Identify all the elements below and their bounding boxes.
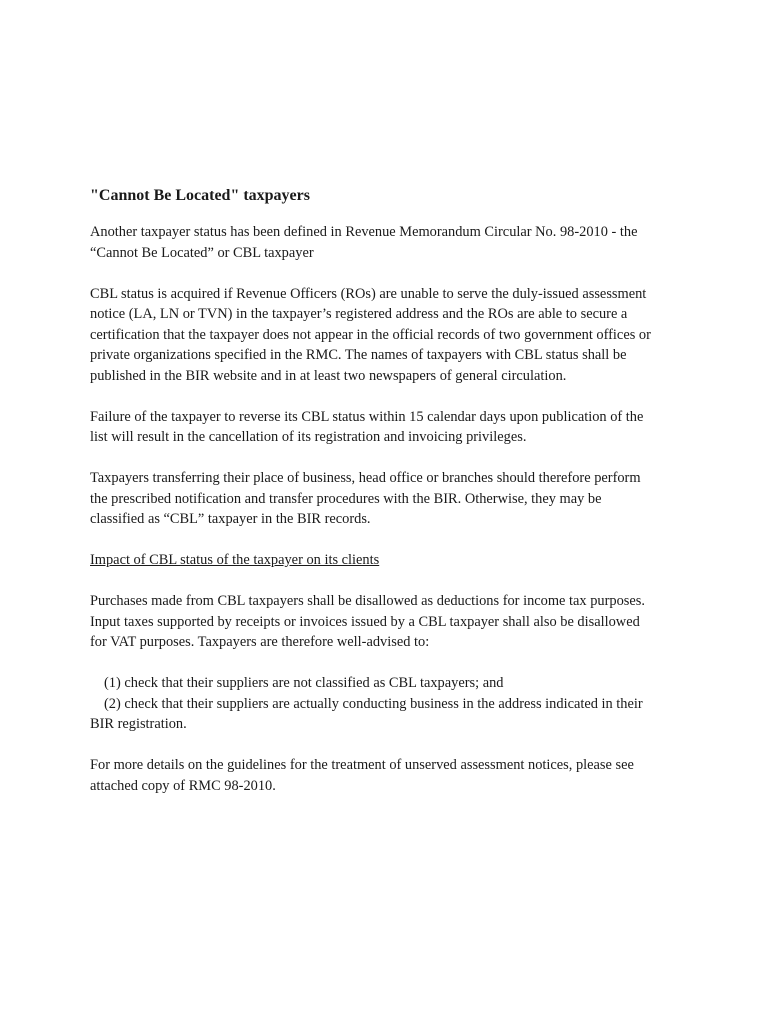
advice-list <box>90 673 690 735</box>
section-subheading: Impact of CBL status of the taxpayer on its clients <box>90 552 380 568</box>
paragraph-more-details <box>90 755 690 796</box>
text-line: list will result in the cancellation of its registration and invoicing privileges. <box>90 429 527 445</box>
text-line: “Cannot Be Located” or CBL taxpayer <box>90 244 314 261</box>
paragraph-failure <box>90 407 690 448</box>
text-line: published in the BIR website and in at least two newspapers of general circulation. <box>90 367 567 384</box>
text-line: certification that the taxpayer does not appear in the official records of two government offices or <box>90 326 651 343</box>
text-line: private organizations specified in the RMC. The names of taxpayers with CBL status shall be <box>90 347 627 363</box>
text-line: the prescribed notification and transfer procedures with the BIR. Otherwise, they may be <box>90 490 602 507</box>
text-line: Input taxes supported by receipts or invoices issued by a CBL taxpayer shall also be disallowed <box>90 613 640 630</box>
paragraph-transfer <box>90 468 690 530</box>
document-body <box>90 186 690 817</box>
paragraph-cbl-status <box>90 284 690 387</box>
paragraph-impact <box>90 591 690 653</box>
text-line: CBL status is acquired if Revenue Officers (ROs) are unable to serve the duly-issued assessment <box>90 285 647 302</box>
text-line: attached copy of RMC 98-2010. <box>90 777 276 794</box>
list-item-continuation: BIR registration. <box>90 716 187 732</box>
list-item: (1) check that their suppliers are not classified as CBL taxpayers; and <box>104 675 504 691</box>
text-line: Another taxpayer status has been defined in Revenue Memorandum Circular No. 98-2010 - the <box>90 224 638 240</box>
document-title: "Cannot Be Located" taxpayers <box>90 187 310 204</box>
text-line: for VAT purposes. Taxpayers are therefore well-advised to: <box>90 634 430 650</box>
text-line: Taxpayers transferring their place of business, head office or branches should therefore perform <box>90 470 641 486</box>
text-line: Purchases made from CBL taxpayers shall be disallowed as deductions for income tax purposes. <box>90 593 645 609</box>
text-line: For more details on the guidelines for the treatment of unserved assessment notices, please see <box>90 757 634 773</box>
list-item: (2) check that their suppliers are actually conducting business in the address indicated in their <box>104 695 643 712</box>
paragraph-intro <box>90 222 690 263</box>
text-line: classified as “CBL” taxpayer in the BIR records. <box>90 511 371 527</box>
text-line: Failure of the taxpayer to reverse its CBL status within 15 calendar days upon publication of the <box>90 408 644 425</box>
text-line: notice (LA, LN or TVN) in the taxpayer’s registered address and the ROs are able to secure a <box>90 306 628 322</box>
